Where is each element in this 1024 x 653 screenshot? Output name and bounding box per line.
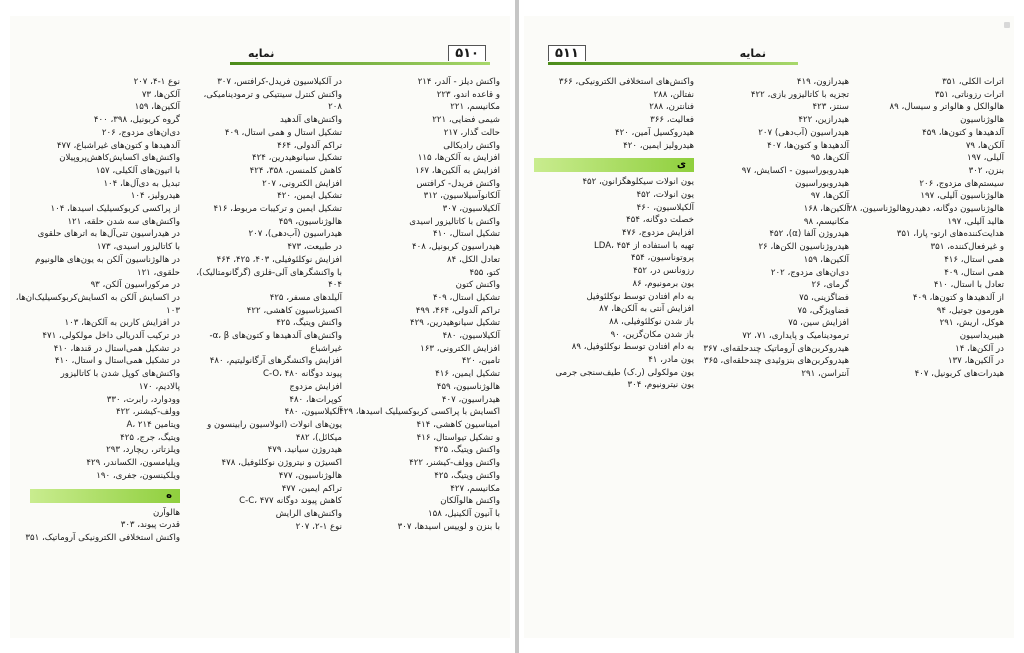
index-entry: آلکن‌ها، ۹۵ <box>810 153 849 164</box>
section-letter: ی <box>676 159 686 171</box>
index-entry: هالوالکل و هالواتر و سیسال، ۸۹ <box>889 102 1004 113</box>
index-entry: در هالوژناسیون آلکن به یون‌های هالونیوم <box>35 254 180 265</box>
section-letter-band <box>30 489 180 503</box>
index-entry: در مرکوراسیون آلکن، ۹۳ <box>90 280 180 291</box>
index-entry: از پراکسی کربوکسیلیک اسیدها، ۱۰۴ <box>50 204 180 215</box>
index-entry: با بنزن و لوییس اسیدها، ۳۰۷ <box>397 521 500 532</box>
index-entry: واکنش ویتیگ، ۴۲۵ <box>434 445 500 456</box>
index-entry: دی‌ان‌های مزدوج، ۲۰۲ <box>770 267 849 278</box>
index-entry: تامین، ۴۲۰ <box>461 356 500 367</box>
index-entry: با آنیون آلکینیل، ۱۵۸ <box>427 508 500 519</box>
index-entry: هالوژناسیون، ۴۷۷ <box>278 470 342 481</box>
index-entry: تهیه با استفاده از LDA، ۴۵۴ <box>593 240 694 251</box>
index-entry: هیدروژناسیون الکن‌ها، ۲۶ <box>758 242 849 253</box>
index-entry: افزایش واکنشگرهای آرگانولیتیم، ۴۸۰ <box>209 356 342 367</box>
index-entry: سیستم‌های مزدوج، ۲۰۶ <box>919 178 1004 189</box>
index-entry: کاهش پیوند دوگانه C-C، ۴۷۷ <box>239 496 342 507</box>
index-entry: در آلکیلاسیون فریدل-کرافتس، ۳۰۷ <box>217 77 342 87</box>
index-entry: واکنش‌های اکسایش‌کاهش‌پروپیلان <box>59 153 180 164</box>
index-entry: آلدهیدها و کتون‌ها، ۴۵۹ <box>922 127 1004 138</box>
index-entry: افزایش به آلکن‌ها، ۱۱۵ <box>417 153 500 164</box>
left-header-rule <box>230 62 490 65</box>
index-entry: در افزایش کاربن به آلکن‌ها، ۱۰۳ <box>64 318 180 329</box>
index-entry: آلکیلاسیون، ۳۰۷ <box>442 204 500 215</box>
index-entry: ویتیگ، جرج، ۴۲۵ <box>120 432 180 443</box>
index-entry: واکنش ویتیگ، ۴۲۵ <box>276 318 342 329</box>
index-entry: واکنش ویتیگ، ۴۲۵ <box>434 470 500 481</box>
index-entry: هیدراسیون کربونیل، ۴۰۸ <box>412 242 500 253</box>
index-entry: تشکیل ایمین، ۴۲۰ <box>277 191 342 202</box>
index-entry: واکنش‌های سه شدن حلقه، ۱۲۱ <box>67 216 180 227</box>
index-entry: وولف-کیشنر، ۴۲۲ <box>116 407 180 418</box>
index-entry: کوپرات‌ها، ۴۸۰ <box>289 394 342 405</box>
index-entry: تراکم ایمین، ۴۷۷ <box>281 483 342 494</box>
index-entry: هالوژناسیون دوگانه، دهیدروهالوژناسیون، ۲۸ <box>847 204 1004 215</box>
index-entry: هیدرولیز، ۱۰۴ <box>130 191 180 202</box>
right-column-3 <box>534 76 694 392</box>
index-entry: و غیرفعال‌کننده، ۳۵۱ <box>930 242 1004 253</box>
index-entry: هیدرات‌های کربونیل، ۴۰۷ <box>914 369 1004 380</box>
index-entry: در آلکن‌ها، ۱۴ <box>955 343 1004 354</box>
index-entry: میکائل)، ۴۸۲ <box>295 432 342 443</box>
index-entry: پالادیم، ۱۷۰ <box>138 381 180 392</box>
left-column-1 <box>15 76 180 545</box>
left-page-header <box>230 42 486 64</box>
index-entry: امیناسیون کاهشی، ۴۱۴ <box>416 419 500 430</box>
index-entry: در هیدراسیون تتی‌آل‌ها به اترهای حلقوی <box>37 229 180 240</box>
index-entry: بنزن، ۳۰۲ <box>968 165 1004 176</box>
index-entry: آلکین‌ها، ۱۶۸ <box>803 204 849 215</box>
index-entry: افزایش نوکلئوفیلی، ۴۰۳، ۴۲۵، ۴۶۴ <box>216 254 342 265</box>
index-entry: هیدروبوراسیون <box>795 178 849 189</box>
right-page <box>524 16 1014 638</box>
index-entry: هالوژناسیون آلیلی، ۱۹۷ <box>920 191 1004 202</box>
index-entry: یون مادر، ۴۱ <box>648 355 694 366</box>
left-page-number: ۵۱۰ <box>448 45 486 61</box>
index-entry: تشکیل استال، ۴۰۹ <box>432 292 500 303</box>
index-entry: ترمودینامیک و پایداری، ۷۱، ۷۲ <box>742 331 849 342</box>
index-entry: هیدرازون، ۴۱۹ <box>796 77 849 87</box>
index-entry: یون انولات، ۴۵۲ <box>636 189 694 200</box>
index-entry: افزایش به آلکین‌ها، ۱۶۷ <box>415 165 500 176</box>
index-entry: واکنش‌های آلدهید <box>280 115 342 126</box>
index-entry: در آلکین‌ها، ۱۳۷ <box>947 356 1004 367</box>
index-entry: فضاگزینی، ۷۵ <box>799 292 849 303</box>
index-entry: تبدیل به دی‌آل‌ها، ۱۰۴ <box>103 178 180 189</box>
index-entry: ویتامین A، ۲۱۴ <box>126 419 180 430</box>
index-entry: حالت گذار، ۲۱۷ <box>443 127 500 138</box>
index-entry: واکنش با کاتالیزور اسیدی <box>409 216 500 227</box>
index-entry: یون‌های انولات (انولاسیون رابینسون و <box>207 419 342 430</box>
index-entry: واکنش‌های الرایش <box>275 508 342 519</box>
index-entry: آلکن‌ها، ۷۳ <box>141 89 180 100</box>
index-entry: یون انولات سیکلوهگزانون، ۴۵۲ <box>582 177 694 188</box>
index-entry: هالوژناسیون، ۴۵۹ <box>278 216 342 227</box>
index-entry: واکنش هالوآلکان <box>440 496 500 507</box>
right-column-2 <box>701 76 849 381</box>
index-entry: فضاویژگی، ۷۵ <box>797 305 849 316</box>
index-entry: همی استال، ۴۰۹ <box>944 267 1004 278</box>
index-entry: هیبریداسیون <box>959 331 1004 342</box>
index-entry: هیدراسیون (آب‌دهی) ۲۰۷ <box>758 127 849 138</box>
right-page-number: ۵۱۱ <box>548 45 586 61</box>
index-entry: تجزیه با کاتالیزور بازی، ۴۲۲ <box>750 89 849 100</box>
right-page-header <box>548 42 784 64</box>
index-entry: به دام افتادن توسط نوکلئوفیل <box>586 291 694 302</box>
index-entry: رزونانس در، ۴۵۲ <box>633 266 694 277</box>
index-entry: اکسیژن و نیتروژن نوکلئوفیل، ۴۷۸ <box>221 458 342 469</box>
index-entry: و قاعده اندو، ۲۲۳ <box>436 89 500 100</box>
index-entry: افزایش الکترونی، ۱۶۳ <box>420 343 500 354</box>
index-entry: افزایش مزدوج، ۴۷۶ <box>622 228 694 239</box>
index-entry: هالید آلیلی، ۱۹۷ <box>947 216 1004 227</box>
index-entry: تعادل با استال، ۴۱۰ <box>933 280 1004 291</box>
left-column-2 <box>186 76 342 533</box>
index-entry: آلکیلاسیون، ۴۸۰ <box>284 407 342 418</box>
index-entry: در تشکیل همی‌استال در قندها، ۴۱۰ <box>53 343 180 354</box>
index-entry: باز شدن مکان‌گزین، ۹۰ <box>610 329 694 340</box>
index-entry: تشکیل سیانوهیدرین، ۴۲۴ <box>252 153 342 164</box>
index-entry: تشکیل استال و همی استال، ۴۰۹ <box>224 127 342 138</box>
index-entry: یون برمونیوم، ۸۶ <box>632 278 694 289</box>
index-entry: تشکیل ایمین، ۴۱۶ <box>435 369 500 380</box>
index-entry: هورمون جوتیل، ۹۴ <box>936 305 1004 316</box>
index-entry: واکنش فریدل- کرافتس <box>416 178 500 189</box>
left-column-3 <box>339 76 500 533</box>
index-entry: اترات الکلی، ۳۵۱ <box>942 77 1004 87</box>
index-entry: آلکن‌ها، ۹۷ <box>810 191 849 202</box>
index-entry: نوع ۱-۲، ۲۰۷ <box>295 521 342 532</box>
index-entry: در تشکیل همی‌استال و استال، ۴۱۰ <box>54 356 180 367</box>
index-entry: تراکم آلدولی، ۴۶۴ <box>277 140 342 151</box>
index-entry: هیدروکربن‌های بنزوئیدی چندحلقه‌ای، ۳۶۵ <box>703 356 849 367</box>
page-speck <box>1004 22 1010 28</box>
index-entry: واکنش دیلز - آلدر، ۲۱۴ <box>417 77 500 87</box>
index-entry: در اکسایش آلکن به اکسایش‌کربوکسیلیک‌ان‌ها، <box>15 292 180 303</box>
index-entry: آلیلی، ۱۹۷ <box>967 153 1004 164</box>
index-entry: کاهش کلمنسن، ۳۵۸، ۴۲۴ <box>249 165 342 176</box>
index-entry: هالوژناسیون، ۴۵۹ <box>436 381 500 392</box>
left-header-title: نمایه <box>248 46 275 60</box>
index-entry: نوع ۱-۴، ۲۰۷ <box>133 77 180 87</box>
index-entry: ویلکینسون، جفری، ۱۹۰ <box>96 470 180 481</box>
index-entry: آلکن‌ها، ۷۹ <box>965 140 1004 151</box>
index-entry: واکنش‌های آلدهیدها و کتون‌های α، β- <box>209 331 342 342</box>
index-entry: فعالیت، ۳۶۶ <box>650 115 694 126</box>
index-entry: هوکل، اریش، ۲۹۱ <box>939 318 1004 329</box>
index-entry: هالوژناسیون <box>960 115 1004 126</box>
index-entry: افزایش سین، ۷۵ <box>788 318 849 329</box>
index-entry: مکانیسم، ۴۲۷ <box>450 483 500 494</box>
index-entry: آلکین‌ها، ۱۵۹ <box>134 102 180 113</box>
index-entry: ویلیامسون، الکساندر، ۴۲۹ <box>86 458 180 469</box>
section-letter: ه <box>166 489 172 501</box>
index-entry: هالوآرن <box>152 507 180 518</box>
index-entry: آلکین‌ها، ۱۵۹ <box>803 254 849 265</box>
index-entry: پیوند دوگانه C-O، ۴۸۰ <box>263 369 342 380</box>
index-entry: آلکیلاسیون، ۴۸۰ <box>442 331 500 342</box>
right-header-rule <box>548 62 798 65</box>
index-entry: شیمی فضایی، ۲۲۱ <box>432 115 500 126</box>
index-entry: افزایش الکترونی، ۲۰۷ <box>262 178 342 189</box>
section-letter-band <box>534 158 694 172</box>
index-entry: ۲۰۸ <box>328 102 342 113</box>
index-entry: ۴۰۴ <box>328 280 342 291</box>
index-entry: اکسایش با پراکسی کربوکسیلیک اسیدها، ۴۲۹ <box>339 407 500 418</box>
index-entry: تعادل الکل، ۸۴ <box>447 254 500 265</box>
index-entry: هیدروکربن‌های آروماتیک چندحلقه‌ای، ۳۶۷ <box>703 343 849 354</box>
right-column-1 <box>847 76 1004 381</box>
index-entry: باز شدن نوکلئوفیلی، ۸۸ <box>609 316 694 327</box>
index-entry: سنتز، ۴۲۳ <box>812 102 849 113</box>
index-entry: در طبیعت، ۴۷۳ <box>287 242 342 253</box>
right-header-title: نمایه <box>739 46 766 60</box>
index-entry: در ترکیب آلدریالی داخل مولکولی، ۴۷۱ <box>42 331 180 342</box>
index-entry: افزایش مزدوج <box>289 381 342 392</box>
index-entry: هیدراسیون، ۴۰۷ <box>441 394 500 405</box>
index-entry: فنانترن، ۲۸۸ <box>649 102 694 113</box>
index-entry: کتو، ۴۵۵ <box>469 267 500 278</box>
index-entry: واکنش استخلافی الکترونیکی آروماتیک، ۳۵۱ <box>25 532 180 543</box>
index-entry: نفتالن، ۲۸۸ <box>653 89 694 100</box>
book-spine <box>515 0 519 653</box>
index-entry: ۱۰۳ <box>166 305 180 316</box>
index-entry: مکانیسم، ۹۸ <box>803 216 849 227</box>
index-entry: اترات رزوناتی، ۳۵۱ <box>934 89 1004 100</box>
index-entry: هدایت‌کننده‌های ارتو- پارا، ۳۵۱ <box>896 229 1004 240</box>
index-entry: گروه کربونیل، ۳۹۸، ۴۰۰ <box>93 115 180 126</box>
index-entry: هیدرولیز ایمین، ۴۲۰ <box>623 140 694 151</box>
index-entry: هیدروبوراسیون - اکسایش، ۹۷ <box>741 165 849 176</box>
index-entry: دی‌ان‌های مزدوج، ۲۰۶ <box>101 127 180 138</box>
index-entry: قدرت پیوند، ۳۰۳ <box>120 520 180 531</box>
index-entry: واکنش‌های کوپل شدن با کاتالیزور <box>60 369 180 380</box>
index-entry: تشکیل استال، ۴۱۰ <box>432 229 500 240</box>
index-entry: با کاتالیزور اسیدی، ۱۷۳ <box>96 242 180 253</box>
index-entry: واکنش وولف-کیشنر، ۴۲۲ <box>409 458 500 469</box>
index-entry: و تشکیل تیواستال، ۴۱۶ <box>416 432 500 443</box>
index-entry: هیدروکسیل آمین، ۴۲۰ <box>614 127 694 138</box>
index-entry: واکنش کتون <box>455 280 500 291</box>
index-entry: آلدهیدها و کتون‌ها، ۴۰۷ <box>767 140 849 151</box>
left-page <box>10 16 510 638</box>
index-entry: آنتراسن، ۲۹۱ <box>801 369 849 380</box>
index-entry: آلکیلاسیون، ۴۶۰ <box>636 202 694 213</box>
index-entry: یون نیترونیوم، ۳۰۴ <box>627 380 694 391</box>
index-entry: حلقوی، ۱۲۱ <box>136 267 180 278</box>
index-entry: خصلت دوگانه، ۴۵۴ <box>626 215 694 226</box>
index-entry: گرمای، ۲۶ <box>811 280 849 291</box>
index-entry: پروتوناسیون، ۴۵۴ <box>630 253 694 264</box>
index-entry: واکنش رادیکالی <box>443 140 500 151</box>
index-entry: افزایش آنتی به آلکن‌ها، ۸۷ <box>599 304 694 315</box>
index-entry: غیراشباع <box>310 343 342 354</box>
index-entry: با واکنشگرهای آلی-فلزی (گرگانومتالیک)، <box>196 267 342 278</box>
index-entry: تشکیل سیانوهیدرین، ۴۲۹ <box>410 318 500 329</box>
index-entry: یون مولکولی (ر.ک) طیف‌سنجی جرمی <box>555 367 694 378</box>
index-entry: واکنش‌های استخلافی الکترونیکی، ۳۶۶ <box>558 77 694 87</box>
index-entry: واکنش کنترل سینتیکی و ترمودینامیکی، <box>203 89 342 100</box>
index-entry: وودوارد، رابرت، ۳۳۰ <box>106 394 180 405</box>
index-entry: آلکانوآسیلاسیون، ۳۱۲ <box>423 191 500 202</box>
index-entry: آلدهیدها و کتون‌های غیراشباع، ۴۷۷ <box>56 140 180 151</box>
index-entry: آلیلدهای مسفر، ۴۲۵ <box>269 292 342 303</box>
index-entry: هیدروژن آلفا (α)، ۴۵۲ <box>769 229 849 240</box>
index-entry: مکانیسم، ۲۲۱ <box>450 102 500 113</box>
index-entry: ویلزتاتر، ریچارد، ۲۹۳ <box>106 445 180 456</box>
index-entry: از آلدهیدها و کتون‌ها، ۴۰۹ <box>912 292 1004 303</box>
index-entry: هیدروژن سیانید، ۴۷۹ <box>267 445 342 456</box>
index-entry: همی استال، ۴۱۶ <box>944 254 1004 265</box>
index-entry: با اتیون‌های آلکیلی، ۱۵۷ <box>95 165 180 176</box>
index-entry: تشکیل ایمین و ترکیبات مربوط، ۴۱۶ <box>213 204 342 215</box>
index-entry: هیدراسیون (آب‌دهی)، ۲۰۷ <box>248 229 342 240</box>
index-entry: تراکم آلدولی، ۴۶۴، ۴۹۹ <box>415 305 500 316</box>
index-entry: هیدرازین، ۴۲۲ <box>798 115 849 126</box>
index-entry: به دام افتادن توسط نوکلئوفیل، ۸۹ <box>571 342 694 353</box>
index-entry: اکسیژناسیون کاهشی، ۴۲۲ <box>246 305 342 316</box>
